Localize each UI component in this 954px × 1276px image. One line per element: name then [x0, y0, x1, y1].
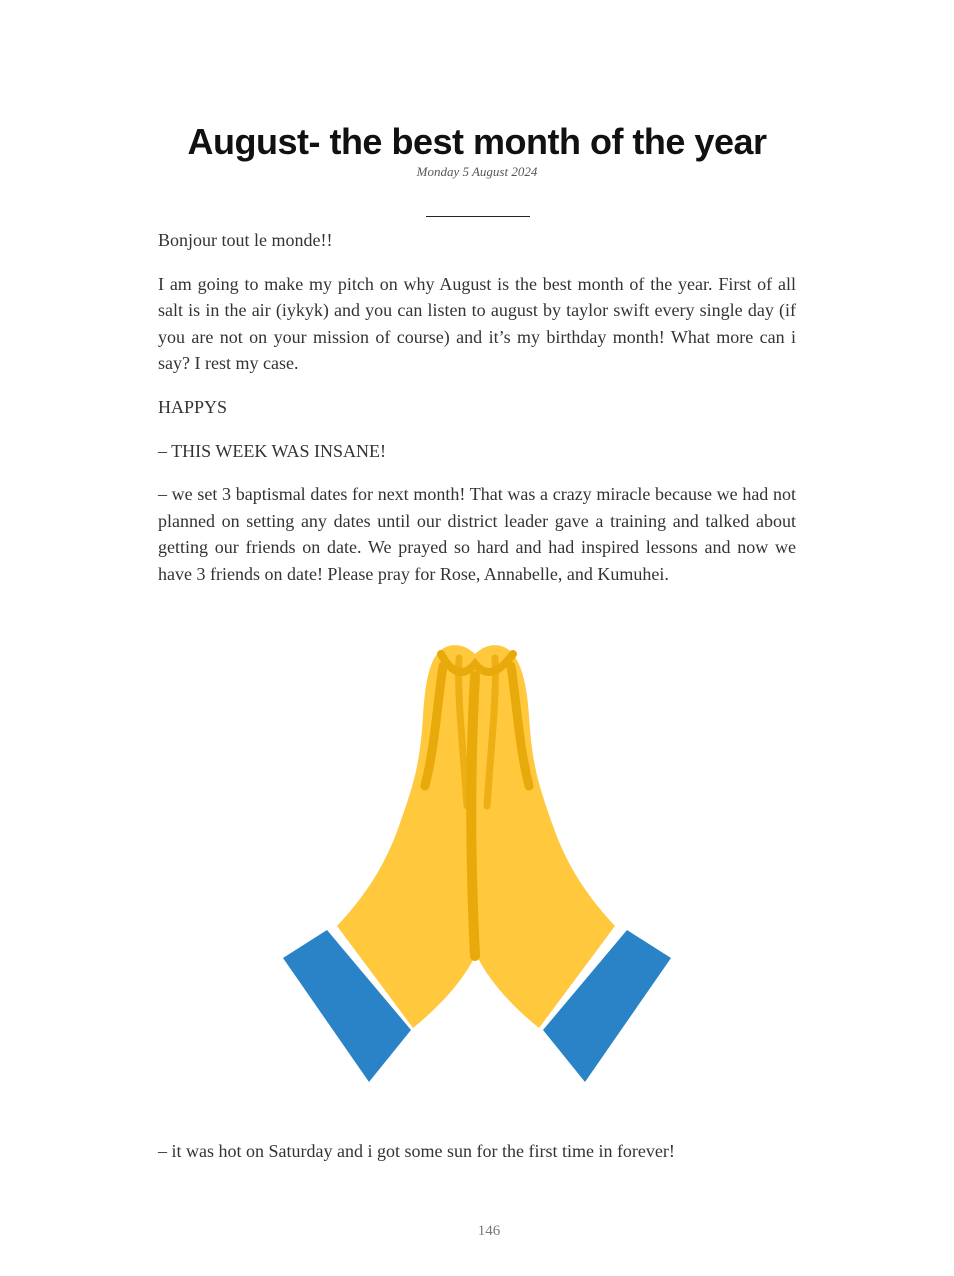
paragraph-pitch: I am going to make my pitch on why August is the best month of the year. First of all salt is in the air (iykyk) and you can listen to august by taylor swift every single day (if you are not on your mission of course) and it’s my birthday month! What more can i say? I rest my case. [158, 273, 796, 374]
list-item-saturday: – it was hot on Saturday and i got some sun for the first time in forever! [158, 1141, 675, 1161]
page-number: 146 [477, 1223, 501, 1239]
folded-hands-icon [275, 636, 679, 1088]
post-body [158, 227, 796, 605]
heading-happys: HAPPYS [158, 396, 228, 417]
list-item-baptismal-dates: – we set 3 baptismal dates for next month! That was a crazy miracle because we had not planned on setting any dates until our district leader gave a training and talked about getting our friends on date. We prayed so hard and had inspired lessons and now we have 3 friends on date! Please pray for Rose, Annabelle, and Kumuhei. [158, 484, 796, 584]
paragraph-greeting: Bonjour tout le monde!! [158, 230, 333, 250]
post-title: August- the best month of the year [187, 121, 767, 162]
list-item-week: – THIS WEEK WAS INSANE! [158, 440, 386, 461]
post-date: Monday 5 August 2024 [416, 164, 538, 179]
title-divider [426, 216, 530, 217]
